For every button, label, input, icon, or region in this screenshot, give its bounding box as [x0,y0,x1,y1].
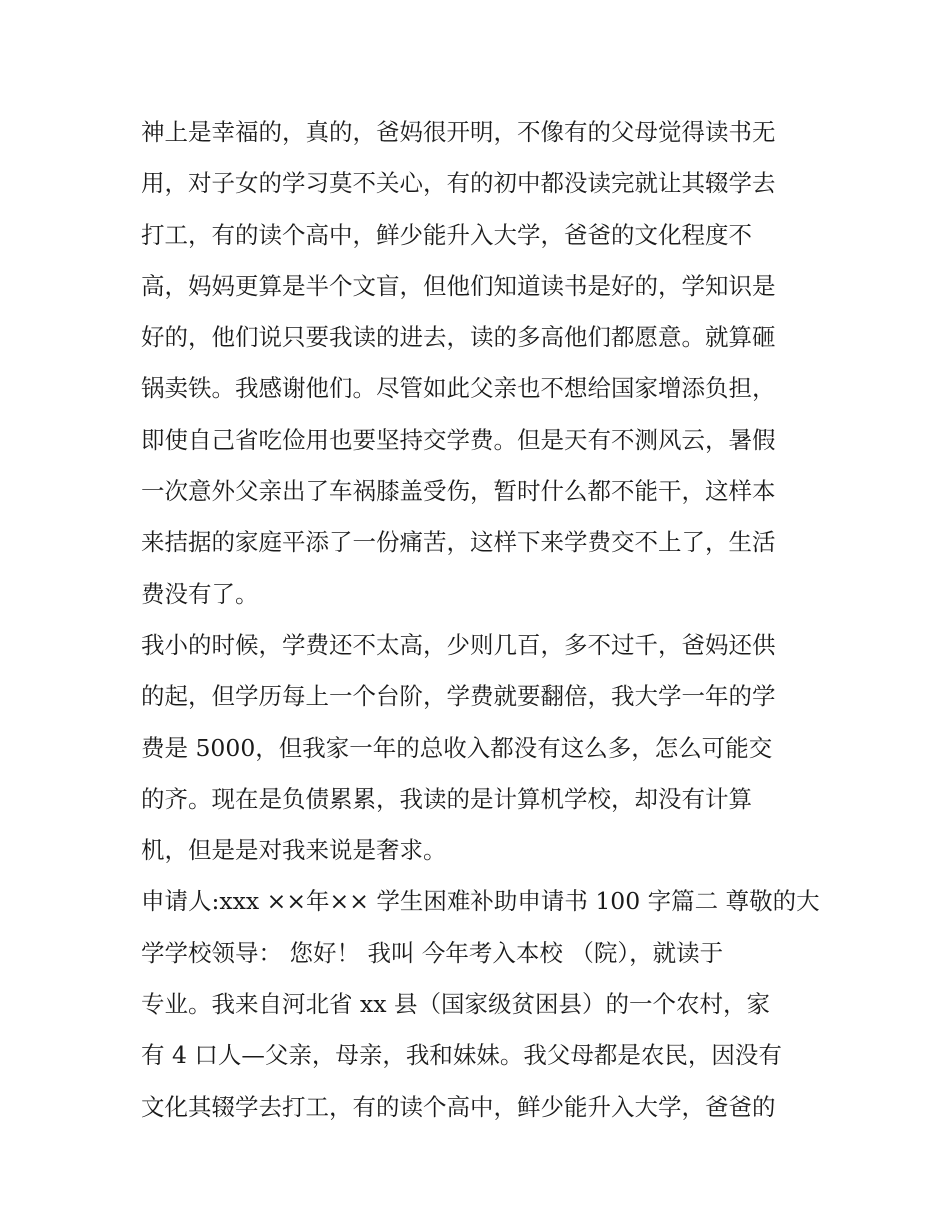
text-line-19: 有 4 口人—父亲，母亲，我和妹妹。我父母都是农民，因没有 [141,1041,782,1070]
text-line-10: 费没有了。 [141,579,259,608]
text-line-1: 神上是幸福的，真的，爸妈很开明，不像有的父母觉得读书无 [141,118,776,146]
text-line-7: 即使自己省吃俭用也要坚持交学费。但是天有不测风云，暑假 [141,425,776,454]
text-line-14: 的齐。现在是负债累累，我读的是计算机学校，却没有计算 [141,784,752,813]
text-line-13: 费是 5000，但我家一年的总收入都没有这么多，怎么可能交 [141,733,773,762]
text-line-12: 的起，但学历每上一个台阶，学费就要翻倍，我大学一年的学 [141,682,776,711]
text-line-6: 锅卖铁。我感谢他们。尽管如此父亲也不想给国家增添负担， [141,374,776,403]
text-line-9: 来拮据的家庭平添了一份痛苦，这样下来学费交不上了，生活 [141,528,776,557]
text-line-16: 申请人:xxx ××年×× 学生困难补助申请书 100 字篇二 尊敬的大 [141,887,820,916]
text-line-20: 文化其辍学去打工，有的读个高中，鲜少能升入大学，爸爸的 [141,1092,776,1121]
text-line-15: 机，但是是对我来说是奢求。 [141,836,447,865]
text-line-3: 打工，有的读个高中，鲜少能升入大学，爸爸的文化程度不 [141,220,752,249]
text-line-4: 高，妈妈更算是半个文盲，但他们知道读书是好的，学知识是 [141,271,776,300]
text-line-5: 好的，他们说只要我读的进去，读的多高他们都愿意。就算砸 [141,323,776,352]
text-line-2: 用，对子女的学习莫不关心，有的初中都没读完就让其辍学去 [141,169,776,198]
text-line-8: 一次意外父亲出了车祸膝盖受伤，暂时什么都不能干，这样本 [141,477,776,506]
body-text [141,107,821,1133]
text-line-11: 我小的时候，学费还不太高，少则几百，多不过千，爸妈还供 [141,630,776,659]
text-line-17: 学学校领导： 您好！ 我叫 今年考入本校 （院），就读于 [141,938,724,967]
text-line-18: 专业。我来自河北省 xx 县（国家级贫困县）的一个农村，家 [141,990,770,1019]
